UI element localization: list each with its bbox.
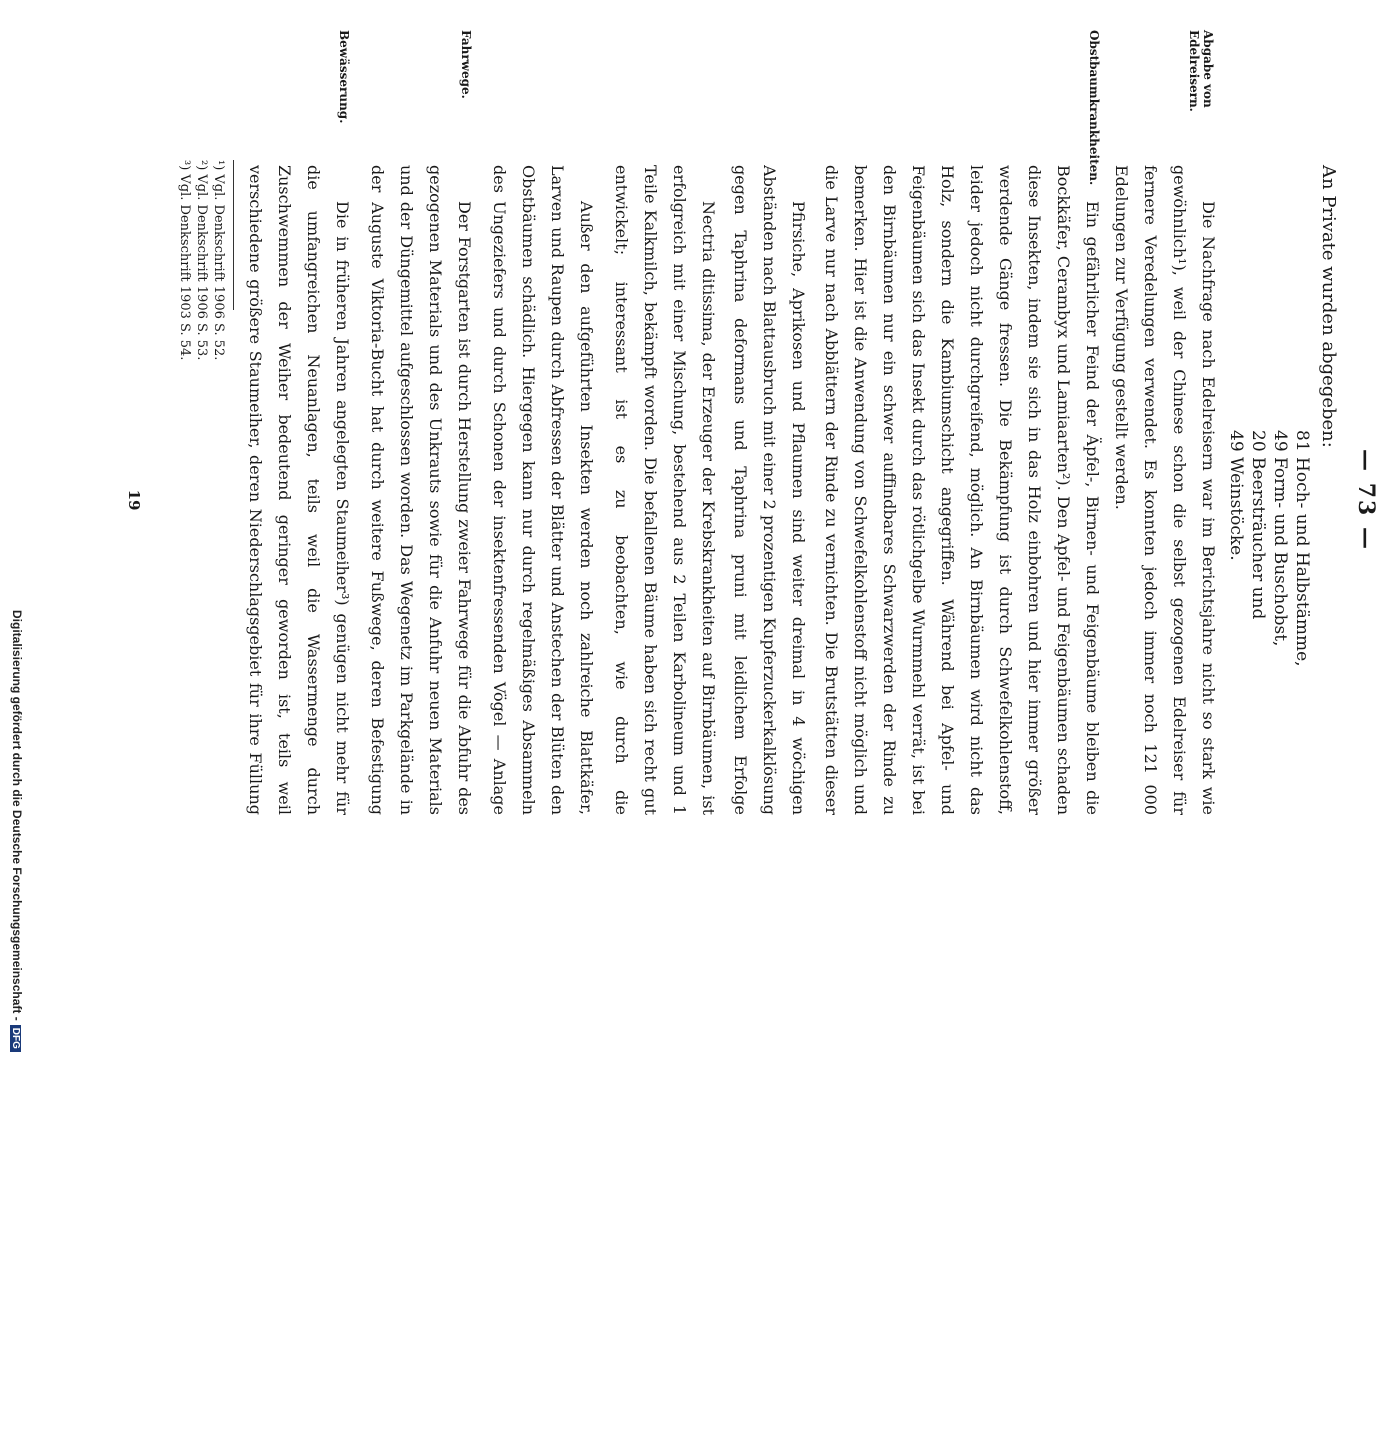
paragraph: Außer den aufgeführten Insekten werden noch zahlreiche Blattkäfer, Larven und Raupen durch Abfressen der Blätter und Anstechen der Blüten den Obstbäumen schädlich. Hiergegen kann nur durch regelmäßiges Absammeln des Ungeziefers und durch Schonen der insektenfressenden Vögel — Anlage bbox=[490, 165, 596, 815]
footnote-rule bbox=[233, 160, 234, 310]
paragraph: Ein gefährlicher Feind der Äpfel-, Birnen- und Feigenbäume bleiben die Bockkäfer, Cerambyx und Lamiaarten²). Den Apfel- und Feigenbäumen schaden diese Insekten, indem sie sich in das Holz einbohren und hier immer größer werdende Gänge fressen. Die Bekämpfung ist durch Schwefelkohlenstoff, leider jedoch nicht durchgreifend, möglich. An Birnbäumen wird nicht das Holz, sondern die Kambiumschicht angegriffen. Während bei Apfel- und Feigenbäumen sich das Insekt durch das rötlichgelbe Wurmmehl verrät, ist bei den Birnbäumen nur ein schwer auffindbares Schwarzwerden der Rinde zu bemerken. Hier ist die Anwendung von Schwefelkohlenstoff nicht möglich und die Larve nur nach Abblättern der Rinde zu vernichten. Die Brutstätten dieser bbox=[822, 165, 1102, 815]
list-item: 49 Form- und Buschobst, bbox=[1270, 430, 1290, 647]
list-item: 81 Hoch- und Halbstämme, bbox=[1292, 430, 1312, 667]
paragraph: Der Forstgarten ist durch Herstellung zweier Fahrwege für die Abfuhr des gezogenen Materials und des Unkrauts sowie für die Anfuhr neuen Materials und der Düngemittel aufgeschlossen worden. Das Wegenetz im Parkgelände in der Auguste Viktoria-Bucht hat durch weitere Fußwege, deren Befestigung bbox=[368, 165, 474, 815]
margin-note: Abgabe von Edelreisern. bbox=[1187, 30, 1215, 112]
list-item: 20 Beersträucher und bbox=[1248, 430, 1268, 620]
footnote: ³) Vgl. Denkschrift 1903 S. 54. bbox=[177, 160, 192, 361]
list-heading: An Private wurden abgegeben: bbox=[1318, 165, 1339, 448]
list-item: 49 Weinstöcke. bbox=[1226, 430, 1246, 561]
margin-note: Fahrwege. bbox=[459, 30, 473, 99]
paragraph: Pfirsiche, Aprikosen und Pflaumen sind weiter dreimal in 4 wöchigen Abständen nach Blattausbruch mit einer 2 prozentigen Kupferzuckerkalklösung gegen Taphrina deformans und Taphrina pruni mit leidlichem Erfolge bbox=[731, 165, 808, 815]
paragraph: Nectria ditissima, der Erzeuger der Krebskrankheiten auf Birnbäumen, ist erfolgreich mit einer Mischung, bestehend aus 2 Teilen Karbolineum und 1 Teile Kalkmilch, bekämpft worden. Die befallenen Bäume haben sich recht gut entwickelt; interessant ist es zu beobachten, wie durch die bbox=[612, 165, 718, 815]
signature-mark: 19 bbox=[125, 489, 143, 511]
paragraph: Die in früheren Jahren angelegten Staumeiher³) genügen nicht mehr für die umfangreichen Neuanlagen, teils weil die Wassermenge durch Zuschwemmen der Weiher bedeutend geringer geworden ist, teils weil verschiedene größere Staumeiher, deren Niederschlagsgebiet für ihre Füllung bbox=[246, 165, 352, 815]
margin-note: Bewässerung. bbox=[337, 30, 351, 124]
digitization-footer bbox=[10, 610, 24, 1052]
margin-note: Obstbaumkrankheiten. bbox=[1087, 30, 1101, 186]
dfg-logo: DFG bbox=[10, 1025, 21, 1052]
supply-list bbox=[1225, 0, 1313, 1000]
paragraph: Die Nachfrage nach Edelreisern war im Berichtsjahre nicht so stark wie gewöhnlich¹), weil der Chinese schon die selbst gezogenen Edelreiser für fernere Veredelungen verwendet. Es konnten jedoch immer noch 121 000 Edelungen zur Verfügung gestellt werden. bbox=[1112, 165, 1218, 815]
footer-text: Digitalisierung gefördert durch die Deutsche Forschungsgemeinschaft - bbox=[10, 610, 24, 1021]
page-number: — 73 — bbox=[1353, 449, 1379, 551]
footnote: ¹) Vgl. Denkschrift 1906 S. 52. bbox=[211, 160, 226, 361]
footnote: ²) Vgl. Denkschrift 1906 S. 53. bbox=[194, 160, 209, 361]
